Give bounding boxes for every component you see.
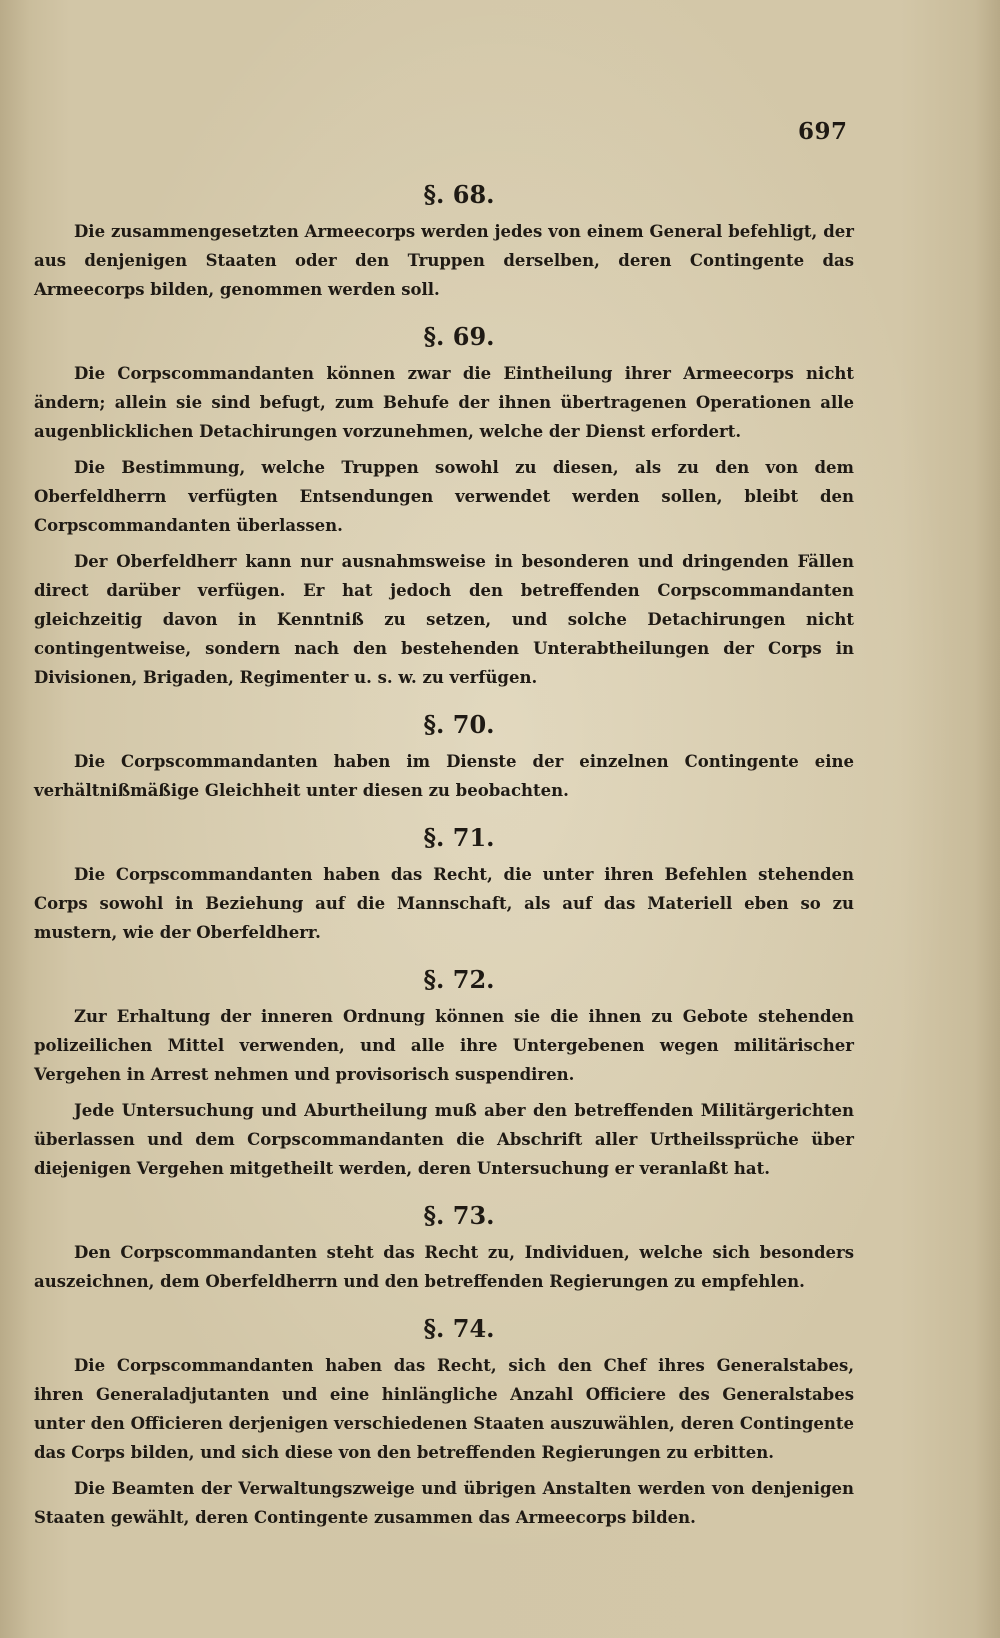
- paragraph: Die Bestimmung, welche Truppen sowohl zu diesen, als zu den von dem Oberfeldherrn verfügten Entsendungen verwendet werden sollen, bleibt den Corpscommandanten überlassen.: [34, 458, 854, 535]
- paragraph: Die Corpscommandanten haben das Recht, die unter ihren Befehlen stehenden Corps sowohl in Beziehung auf die Mannschaft, als auf das Materiell eben so zu mustern, wie der Oberfeldherr.: [34, 865, 854, 942]
- paragraph: Die Corpscommandanten haben im Dienste der einzelnen Contingente eine verhältnißmäßige Gleichheit unter diesen zu beobachten.: [34, 752, 854, 800]
- paragraph: Die zusammengesetzten Armeecorps werden jedes von einem General befehligt, der aus denjenigen Staaten oder den Truppen derselben, deren Contingente das Armeecorps bilden, genommen werden soll.: [34, 222, 854, 299]
- section-heading: §. 71.: [423, 823, 495, 852]
- section-69: [34, 322, 854, 692]
- section-heading: §. 73.: [423, 1201, 495, 1230]
- paragraph: Die Corpscommandanten haben das Recht, sich den Chef ihres Generalstabes, ihren Generaladjutanten und eine hinlängliche Anzahl Officiere des Generalstabes unter den Officieren derjenigen verschiedenen Staaten auszuwählen, deren Contingente das Corps bilden, und sich diese von den betreffenden Regierungen zu erbitten.: [34, 1356, 854, 1462]
- section-71: [34, 823, 854, 947]
- section-heading: §. 72.: [423, 965, 495, 994]
- section-heading: §. 69.: [423, 322, 495, 351]
- section-heading: §. 70.: [423, 710, 495, 739]
- page-body: [34, 180, 854, 1539]
- paragraph: Der Oberfeldherr kann nur ausnahmsweise in besonderen und dringenden Fällen direct darüber verfügen. Er hat jedoch den betreffenden Corpscommandanten gleichzeitig davon in Kenntniß zu setzen, und solche Detachirungen nicht contingentweise, sondern nach den bestehenden Unterabtheilungen der Corps in Divisionen, Brigaden, Regimenter u. s. w. zu verfügen.: [34, 552, 854, 687]
- section-68: [34, 180, 854, 304]
- section-73: [34, 1201, 854, 1296]
- section-70: [34, 710, 854, 805]
- paragraph: Die Corpscommandanten können zwar die Eintheilung ihrer Armeecorps nicht ändern; allein sie sind befugt, zum Behufe der ihnen übertragenen Operationen alle augenblicklichen Detachirungen vorzunehmen, welche der Dienst erfordert.: [34, 364, 854, 441]
- paragraph: Den Corpscommandanten steht das Recht zu, Individuen, welche sich besonders auszeichnen, dem Oberfeldherrn und den betreffenden Regierungen zu empfehlen.: [34, 1243, 854, 1291]
- paragraph: Jede Untersuchung und Aburtheilung muß aber den betreffenden Militärgerichten überlassen und dem Corpscommandanten die Abschrift aller Urtheilssprüche über diejenigen Vergehen mitgetheilt werden, deren Untersuchung er veranlaßt hat.: [34, 1101, 854, 1178]
- paragraph: Die Beamten der Verwaltungszweige und übrigen Anstalten werden von denjenigen Staaten gewählt, deren Contingente zusammen das Armeecorps bilden.: [34, 1479, 854, 1527]
- page-number: 697: [798, 118, 848, 145]
- section-72: [34, 965, 854, 1183]
- section-heading: §. 74.: [423, 1314, 495, 1343]
- section-heading: §. 68.: [423, 180, 495, 209]
- paragraph: Zur Erhaltung der inneren Ordnung können sie die ihnen zu Gebote stehenden polizeilichen Mittel verwenden, und alle ihre Untergebenen wegen militärischer Vergehen in Arrest nehmen und provisorisch suspendiren.: [34, 1007, 854, 1084]
- section-74: [34, 1314, 854, 1532]
